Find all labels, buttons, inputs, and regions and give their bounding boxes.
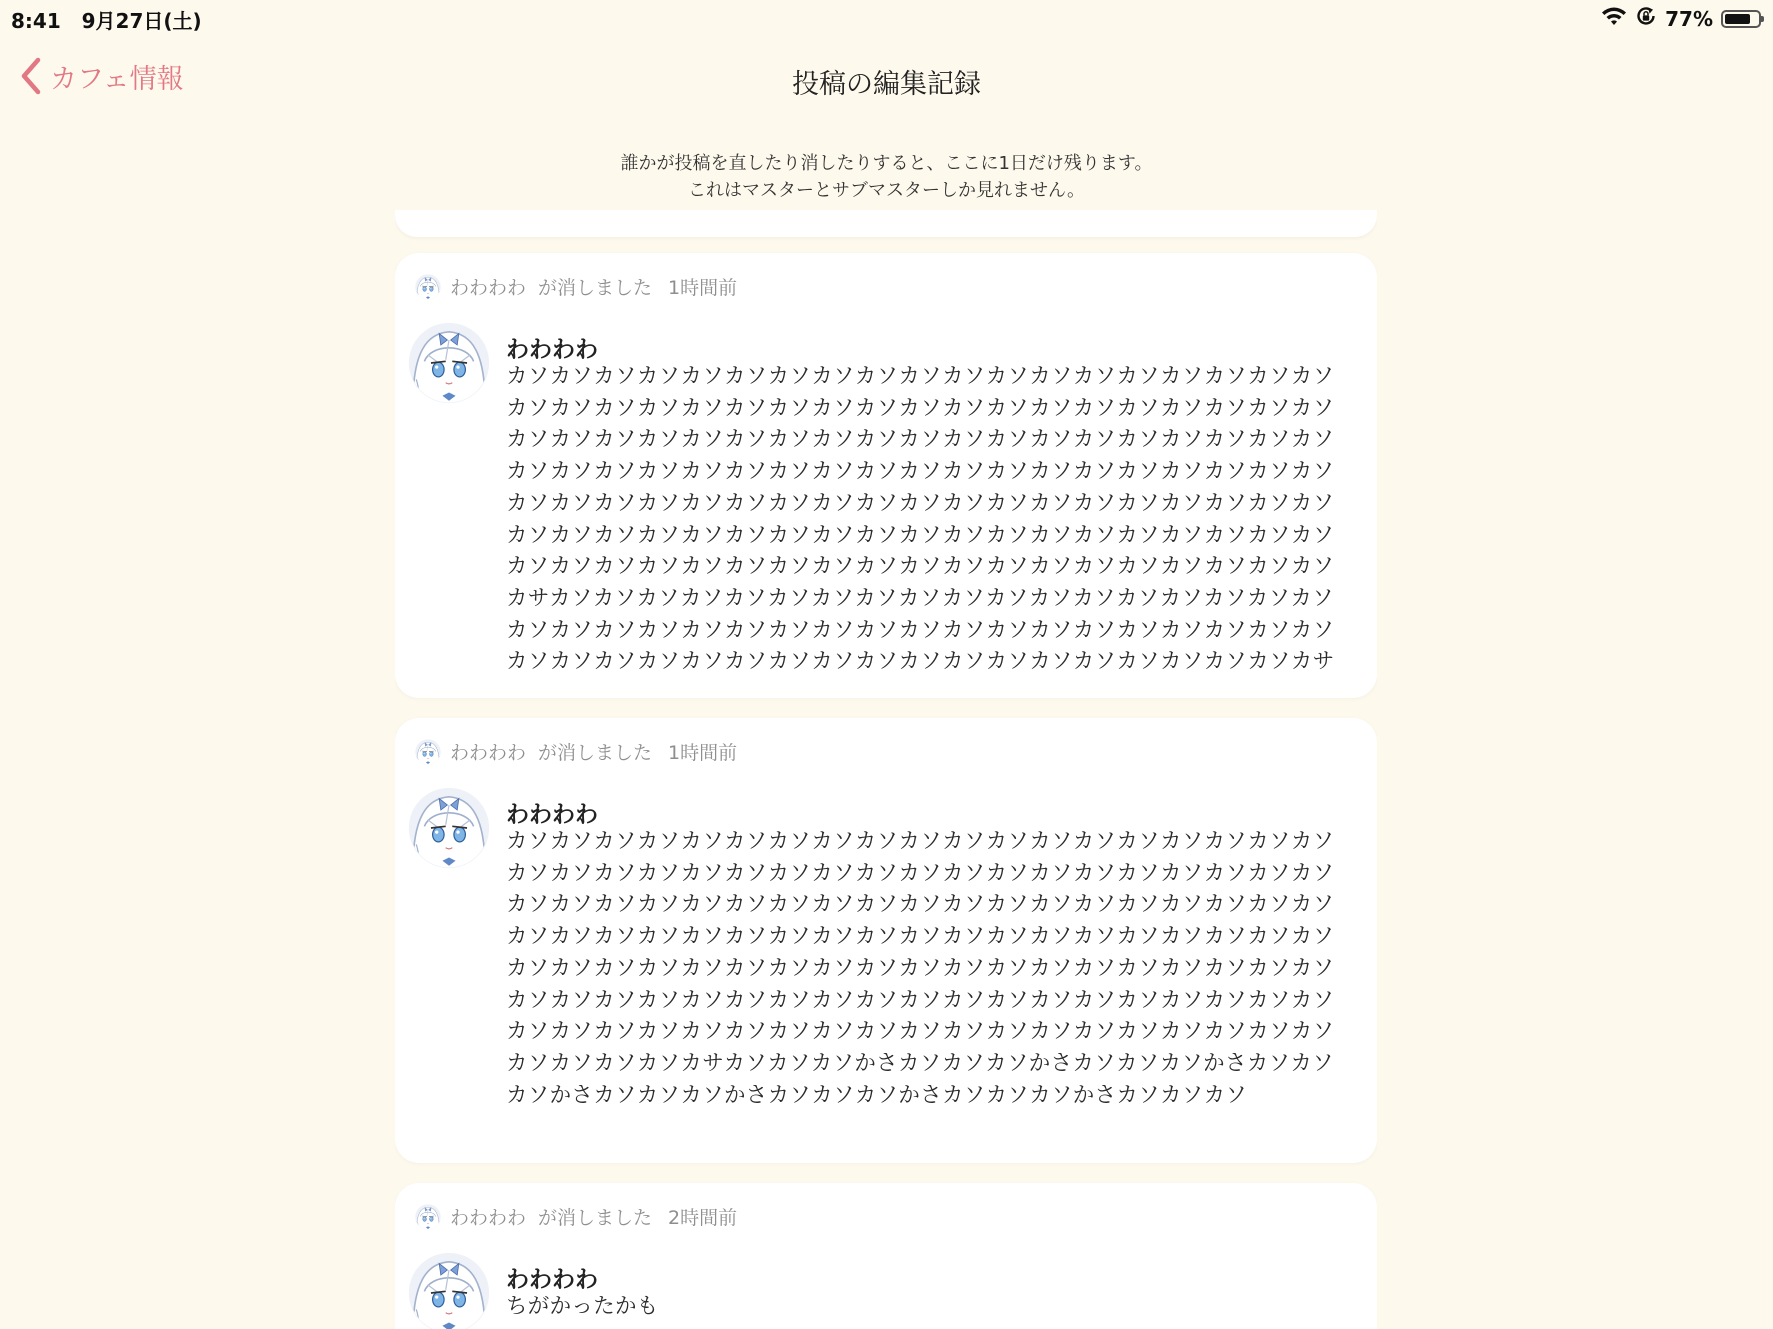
post-body: カソカソカソカソカソカソカソカソカソカソカソカソカソカソカソカソカソカソカソカソカソカソカソカソカソカソカソカソカソカソカソカソカソカソカソカソカソカソカソカソカソカソカソカソカソカソカソカソカソカソカソカソカソカソカソカソカソカソカソカソカソカソカソカソカソカソカソカソカソカソカソカソカソカソカソカソカソカソカソカソカソカソカソカソカソカソカソカソカソカソカソカソカソカソカソカソカソカソカソカソカソカソカソカソカソカソカソカソカソカソカソカソカソカソカソカソカソカソカソカソカソカソカソカソカソカソカソカソカソカソカソカソカソカサカソカソカソカソカソカソカソカソカソカソカソカソカソカソカソカソカソカソカソカソカソカソカソカソカソカソカソカソカソカソカソカソカソカソカソカソカソカソカソカソカソカソカソカソカソカソカソカソカソカソカソカソカソカソカソカサ: [506, 364, 1335, 675]
entry-time: 1時間前: [668, 277, 738, 299]
entry-actor: わわわわ: [450, 742, 527, 764]
status-indicators: [1601, 5, 1761, 32]
entry-meta: [415, 1203, 737, 1230]
status-clock: 8:41: [11, 9, 61, 33]
post-body: ちがかったかも: [506, 1294, 659, 1319]
list-item[interactable]: [395, 1183, 1377, 1329]
entry-actor: わわわわ: [450, 277, 527, 299]
notice-line-1: 誰かが投稿を直したり消したりすると、ここに1日だけ残ります。: [620, 153, 1153, 174]
rotation-lock-icon: [1635, 5, 1657, 32]
author-name: わわわわ: [506, 1267, 598, 1293]
status-time: [11, 5, 202, 34]
author-name: わわわわ: [506, 337, 598, 363]
author-avatar[interactable]: [408, 1252, 490, 1329]
battery-icon: [1721, 10, 1761, 28]
edit-history-list[interactable]: [395, 210, 1377, 1329]
list-item[interactable]: [395, 718, 1377, 1163]
post-body: カソカソカソカソカソカソカソカソカソカソカソカソカソカソカソカソカソカソカソカソカソカソカソカソカソカソカソカソカソカソカソカソカソカソカソカソカソカソカソカソカソカソカソカソカソカソカソカソカソカソカソカソカソカソカソカソカソカソカソカソカソカソカソカソカソカソカソカソカソカソカソカソカソカソカソカソカソカソカソカソカソカソカソカソカソカソカソカソカソカソカソカソカソカソカソカソカソカソカソカソカソカソカソカソカソカソカソカソカソカソカソカソカソカソカソカソカソカソカソカソカソカソカソカソカソカソカソカソカソカソカソカソカソカソカソカソカソカサカソカソカソかさカソカソカソかさカソカソカソかさカソカソカソかさカソカソカソかさカソカソカソかさカソカソカソかさカソカソカソ: [506, 829, 1335, 1108]
entry-action: が消しました: [538, 742, 653, 764]
author-name: わわわわ: [506, 802, 598, 828]
entry-time: 1時間前: [668, 742, 738, 764]
page-title: 投稿の編集記録: [792, 69, 981, 100]
entry-time: 2時間前: [668, 1207, 738, 1229]
battery-percent: 77%: [1665, 6, 1713, 31]
author-avatar[interactable]: [408, 787, 490, 869]
back-button-label: カフェ情報: [50, 63, 184, 95]
battery-tip: [1761, 16, 1764, 22]
entry-meta: [415, 738, 737, 765]
battery-level: [1725, 14, 1750, 24]
status-bar: [0, 0, 1773, 34]
notice-text: [0, 150, 1773, 204]
actor-avatar-icon: [415, 274, 441, 300]
actor-avatar-icon: [415, 739, 441, 765]
entry-action: が消しました: [538, 1207, 653, 1229]
actor-avatar-icon: [415, 1204, 441, 1230]
author-avatar[interactable]: [408, 322, 490, 404]
entry-meta: [415, 273, 737, 300]
entry-actor: わわわわ: [450, 1207, 527, 1229]
list-item-partial: [395, 210, 1377, 237]
notice-line-2: これはマスターとサブマスターしか見れません。: [687, 180, 1086, 201]
entry-action: が消しました: [538, 277, 653, 299]
wifi-icon: [1601, 6, 1627, 31]
status-date: 9月27日(土): [81, 9, 202, 33]
list-item[interactable]: [395, 253, 1377, 698]
